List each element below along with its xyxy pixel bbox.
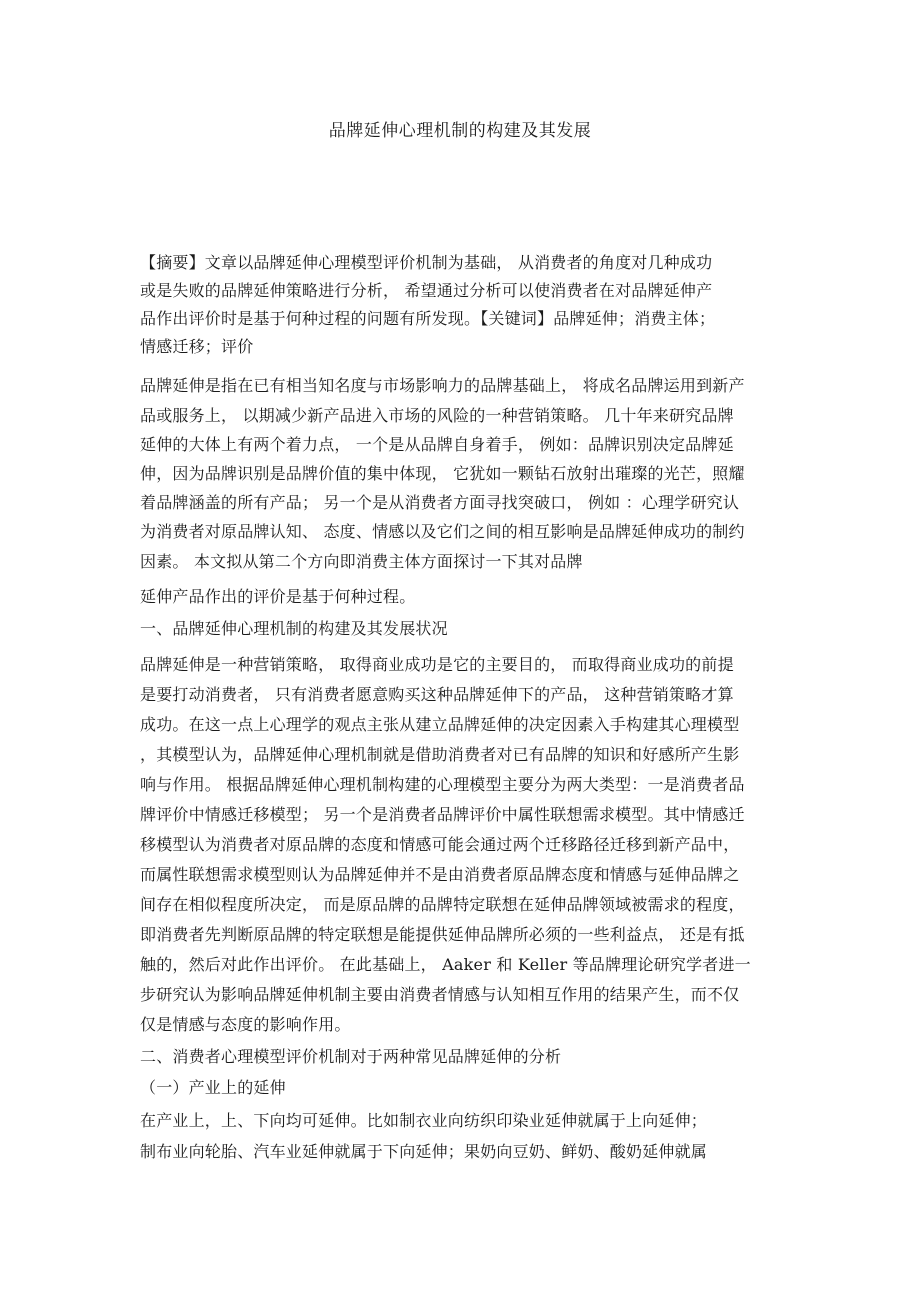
section-heading: 二、消费者心理模型评价机制对于两种常见品牌延伸的分析 [140, 1047, 562, 1066]
abstract-line: 或是失败的品牌延伸策略进行分析， 希望通过分析可以使消费者在对品牌延伸产 [140, 281, 713, 300]
body-line: 品牌延伸是指在已有相当知名度与市场影响力的品牌基础上， 将成名品牌运用到新产 [140, 376, 745, 395]
abstract-line: 品作出评价时是基于何种过程的问题有所发现。【关键词】品牌延伸；消费主体； [140, 309, 716, 328]
body-line: 移模型认为消费者对原品牌的态度和情感可能会通过两个迁移路径迁移到新产品中， [140, 835, 740, 854]
body-line: 延伸产品作出的评价是基于何种过程。 [140, 587, 416, 606]
abstract-line: 情感迁移；评价 [140, 337, 254, 356]
body-line: 在产业上，上、下向均可延伸。比如制衣业向纺织印染业延伸就属于上向延伸； [140, 1111, 708, 1130]
body-line: 响与作用。 根据品牌延伸心理机制构建的心理模型主要分为两大类型：一是消费者品 [140, 775, 745, 794]
body-line: 牌评价中情感迁移模型； 另一个是消费者品牌评价中属性联想需求模型。其中情感迁 [140, 805, 745, 824]
body-line: 间存在相似程度所决定， 而是原品牌的品牌特定联想在延伸品牌领域被需求的程度， [140, 895, 745, 914]
section-heading: 一、品牌延伸心理机制的构建及其发展状况 [140, 619, 448, 638]
body-line: 品或服务上， 以期减少新产品进入市场的风险的一种营销策略。 几十年来研究品牌 [140, 406, 734, 425]
body-line: 触的，然后对此作出评价。 在此基础上， Aaker 和 Keller 等品牌理论研究学者进一 [140, 955, 751, 974]
abstract-line: 【摘要】文章以品牌延伸心理模型评价机制为基础， 从消费者的角度对几种成功 [140, 253, 713, 272]
body-line: 而属性联想需求模型则认为品牌延伸并不是由消费者原品牌态度和情感与延伸品牌之 [140, 865, 740, 884]
body-line: 因素。 本文拟从第二个方向即消费主体方面探讨一下其对品牌 [140, 552, 583, 571]
body-line: ，其模型认为，品牌延伸心理机制就是借助消费者对已有品牌的知识和好感所产生影 [140, 745, 740, 764]
body-line: 即消费者先判断原品牌的特定联想是能提供延伸品牌所必须的一些利益点， 还是有抵 [140, 925, 745, 944]
body-line: 仅是情感与态度的影响作用。 [140, 1015, 351, 1034]
body-line: 着品牌涵盖的所有产品； 另一个是从消费者方面寻找突破口， 例如 ：心理学研究认 [140, 493, 740, 512]
body-line: 延伸的大体上有两个着力点， 一个是从品牌自身着手， 例如：品牌识别决定品牌延 [140, 435, 734, 454]
body-line: 为消费者对原品牌认知、 态度、情感以及它们之间的相互影响是品牌延伸成功的制约 [140, 522, 745, 541]
body-line: 步研究认为影响品牌延伸机制主要由消费者情感与认知相互作用的结果产生，而不仅 [140, 985, 740, 1004]
body-line: 制布业向轮胎、汽车业延伸就属于下向延伸；果奶向豆奶、鲜奶、酸奶延伸就属 [140, 1142, 708, 1161]
body-line: 成功。在这一点上心理学的观点主张从建立品牌延伸的决定因素入手构建其心理模型 [140, 715, 740, 734]
body-line: 品牌延伸是一种营销策略， 取得商业成功是它的主要目的， 而取得商业成功的前提 [140, 655, 734, 674]
body-line: 伸，因为品牌识别是品牌价值的集中体现， 它犹如一颗钻石放射出璀璨的光芒，照耀 [140, 464, 745, 483]
body-line: 是要打动消费者， 只有消费者愿意购买这种品牌延伸下的产品， 这种营销策略才算 [140, 685, 734, 704]
subsection-heading: （一）产业上的延伸 [140, 1078, 286, 1097]
document-title: 品牌延伸心理机制的构建及其发展 [328, 121, 592, 141]
